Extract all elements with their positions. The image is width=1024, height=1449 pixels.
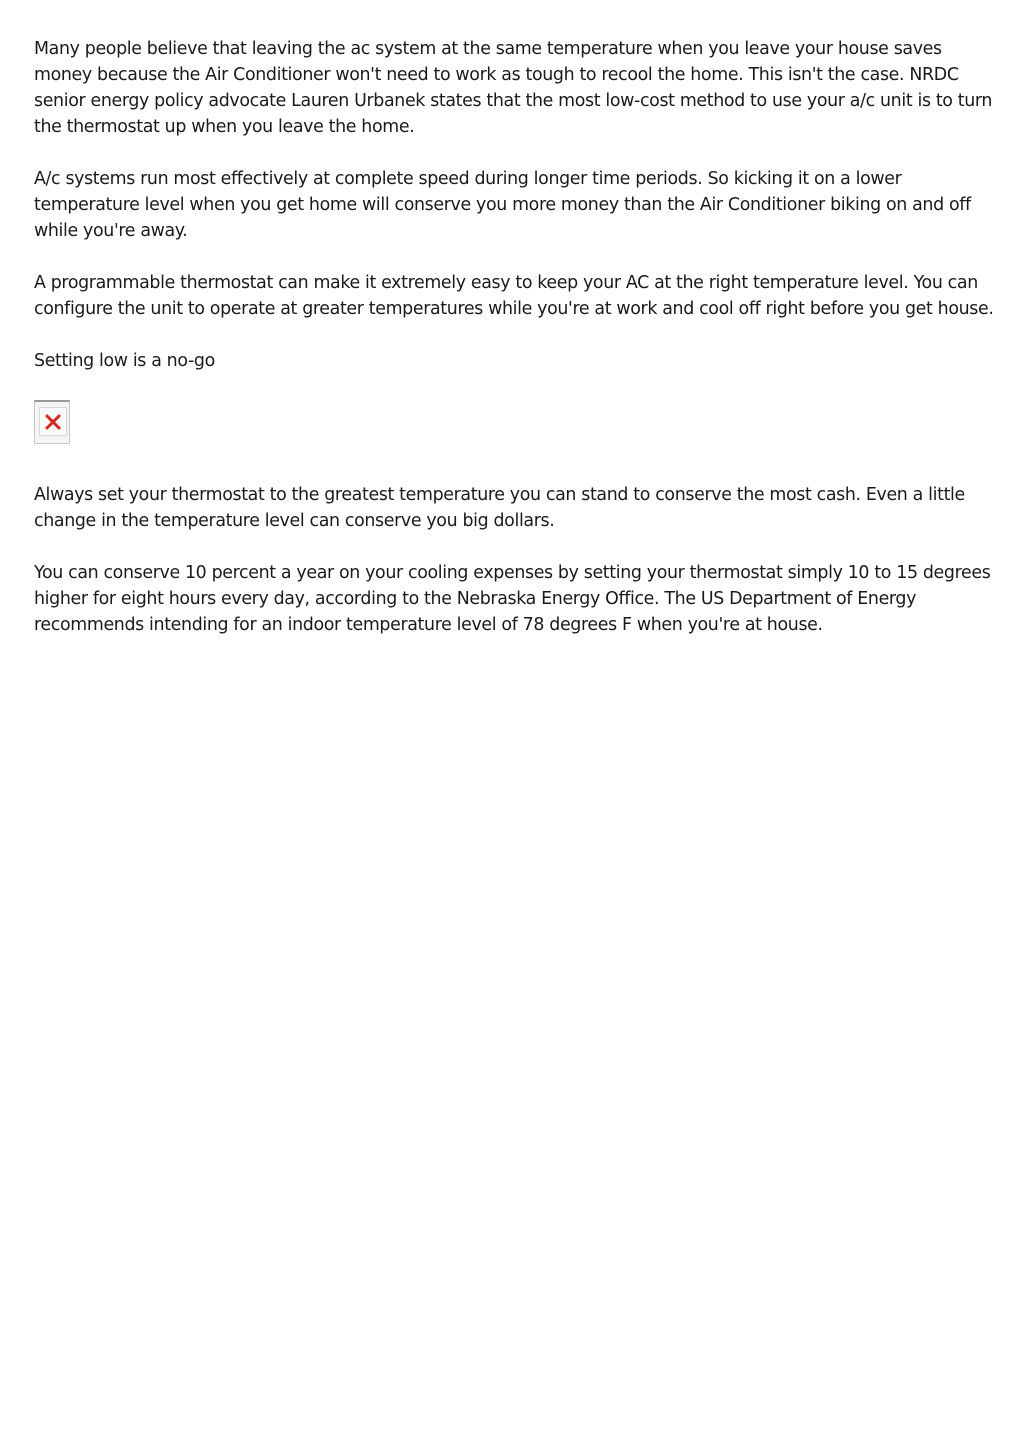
paragraph-1: Many people believe that leaving the ac system at the same temperature when you leave your house saves money because the Air Conditioner won't need to work as tough to recool the home. This isn't the case. NRDC senior energy policy advocate Lauren Urbanek states that the most low-cost method to use your a/c unit is to turn the thermostat up when you leave the home. xyxy=(34,39,993,137)
section-heading: Setting low is a no-go xyxy=(34,351,215,371)
paragraph-5: Always set your thermostat to the greatest temperature you can stand to conserve the most cash. Even a little change in the temperature level can conserve you big dollars. xyxy=(34,485,965,531)
article-body xyxy=(34,36,994,664)
broken-image-icon xyxy=(39,407,67,436)
broken-image-placeholder xyxy=(34,400,70,444)
paragraph-3: A programmable thermostat can make it extremely easy to keep your AC at the right temperature level. You can configure the unit to operate at greater temperatures while you're at work and cool off right before you get house. xyxy=(34,273,994,319)
paragraph-2: A/c systems run most effectively at complete speed during longer time periods. So kicking it on a lower temperature level when you get home will conserve you more money than the Air Conditioner biking on and off while you're away. xyxy=(34,169,971,241)
paragraph-6: You can conserve 10 percent a year on your cooling expenses by setting your thermostat simply 10 to 15 degrees higher for eight hours every day, according to the Nebraska Energy Office. The US Department of Energy recommends intending for an indoor temperature level of 78 degrees F when you're at house. xyxy=(34,563,991,635)
red-x-icon xyxy=(44,413,62,431)
